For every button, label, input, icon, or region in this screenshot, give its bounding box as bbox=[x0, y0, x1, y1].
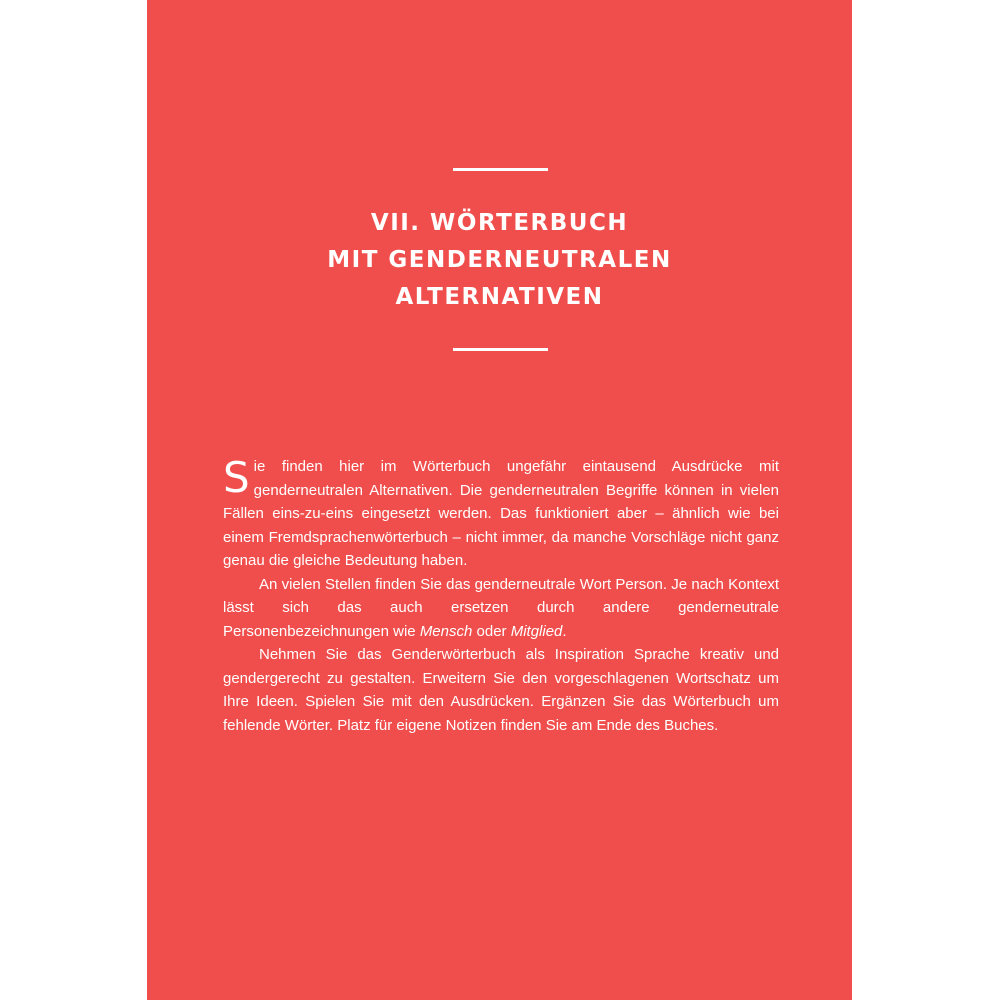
paragraph-person bbox=[223, 573, 779, 644]
chapter-title-line: ALTERNATIVEN bbox=[395, 284, 604, 310]
paragraph-inspiration-text: Nehmen Sie das Genderwörterbuch als Inspiration Sprache kreativ und gendergerecht zu gestalten. Erweitern Sie den vorgeschlagenen Wortschatz um Ihre Ideen. Spielen Sie mit den Ausdrücken. Ergänzen Sie das Wörterbuch um fehlende Wörter. Platz für eigene Notizen finden Sie am Ende des Buches. bbox=[223, 646, 779, 734]
paragraph-person-text: An vielen Stellen finden Sie das genderneutrale Wort Person. Je nach Kontext lässt sich das auch ersetzen durch andere genderneutrale Personenbezeichnungen wie bbox=[223, 575, 779, 640]
example-word-mitglied: Mitglied bbox=[510, 622, 563, 640]
paragraph-person-end: . bbox=[562, 622, 567, 640]
paragraph-person-connector: oder bbox=[472, 622, 511, 640]
body-text bbox=[223, 455, 779, 737]
paragraph-intro bbox=[223, 455, 779, 573]
title-rule-bottom bbox=[453, 348, 548, 351]
chapter-title-line: VII. WÖRTERBUCH bbox=[370, 210, 629, 236]
chapter-title bbox=[147, 205, 852, 316]
paragraph-intro-text: ie finden hier im Wörterbuch ungefähr eintausend Ausdrücke mit genderneutralen Alternativen. Die genderneutralen Begriffe können in vielen Fällen eins-zu-eins eingesetzt werden. Das funktioniert aber – ähnlich wie bei einem Fremdsprachenwörterbuch – nicht immer, da manche Vorschläge nicht ganz genau die gleiche Bedeutung haben. bbox=[223, 458, 779, 569]
dropcap-letter: S bbox=[223, 453, 250, 502]
chapter-title-line: MIT GENDERNEUTRALEN bbox=[327, 247, 672, 273]
title-rule-top bbox=[453, 168, 548, 171]
paragraph-inspiration bbox=[223, 643, 779, 737]
book-page bbox=[147, 0, 852, 1000]
example-word-mensch: Mensch bbox=[419, 622, 473, 640]
